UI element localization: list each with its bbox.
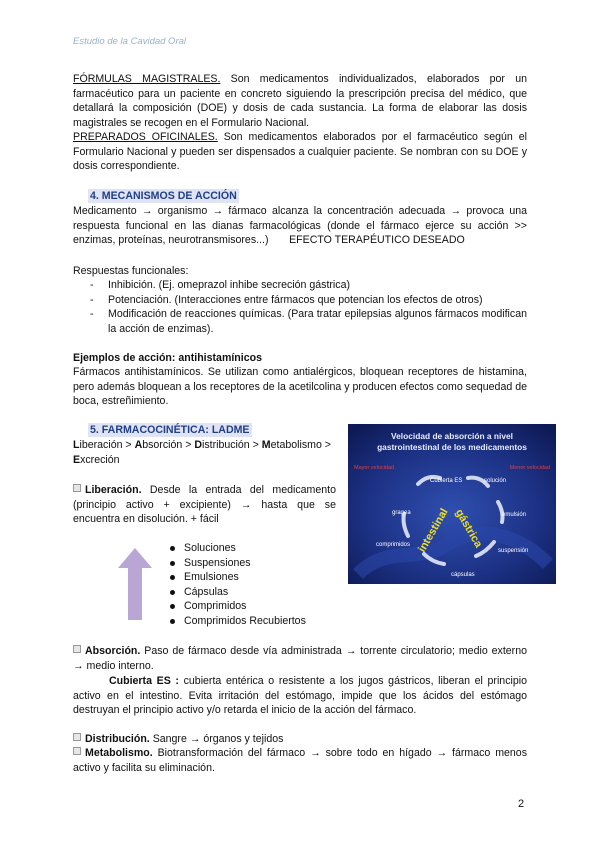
metabolismo-term: Metabolismo. (85, 747, 153, 759)
desired-effect: EFECTO TERAPÉUTICO DESEADO (289, 234, 465, 247)
cubierta-paragraph (73, 674, 527, 718)
cubierta-term: Cubierta ES : (109, 675, 179, 687)
absorption-speed-figure (348, 424, 556, 584)
section-5-heading: 5. FARMACOCINÉTICA: LADME (90, 424, 250, 436)
formulas-term: FÓRMULAS MAGISTRALES. (73, 73, 221, 85)
example-title: Ejemplos de acción: antihistamínicos (73, 352, 262, 364)
figure-label: gragea (392, 510, 411, 516)
section-4-heading: 4. MECANISMOS DE ACCIÓN (90, 190, 237, 202)
figure-title-2: gastrointestinal de los medicamentos (377, 442, 527, 452)
running-header: Estudio de la Cavidad Oral (73, 36, 187, 47)
distribucion-paragraph (73, 732, 527, 747)
figure-right-tag: Menor velocidad (509, 465, 550, 471)
formulas-paragraph (73, 72, 527, 130)
figure-label: comprimidos (376, 542, 411, 548)
cubierta-text: cubierta entérica o resistente a los jugos gástricos, liberan el principio activo en el intestino. Evita irritación del estómago, impide que los ácidos del estómago destruyan el principio activo y/o retarda el inicio de la acción del fármaco. (73, 675, 527, 717)
list-item: Emulsiones (168, 570, 306, 585)
preparados-text: Son medicamentos elaborados por el farmacéutico según el Formulario Nacional y pueden ser dispensados a cualquier paciente. Se nombran con su DOE y dosis correspondiente. (73, 131, 527, 173)
ladme-line: Liberación > Absorción > Distribución > Metabolismo > Excreción (73, 439, 331, 466)
liberacion-term: Liberación. (85, 484, 142, 496)
list-item: - Potenciación. (Interacciones entre fármacos que potencian los efectos de otros) (90, 293, 527, 308)
page-number: 2 (518, 798, 525, 810)
responses-list (90, 278, 527, 336)
list-item: Suspensiones (168, 556, 306, 571)
list-item: - Inhibición. (Ej. omeprazol inhibe secreción gástrica) (90, 278, 527, 293)
absorcion-text: Paso de fármaco desde vía administrada → torrente circulatorio; medio externo → medio interno. (73, 645, 527, 672)
bullet-square-icon (73, 733, 81, 741)
figure-center-word-2: gástrica (452, 507, 485, 550)
formulas-text: Son medicamentos individualizados, elaborados por un farmacéutico para un paciente en concreto siguiendo la prescripción precisa del médico, que detallará la composición (DOE) y dosis de cada sustancia. La forma de elaborar las dosis magistrales se recogen en el Formulario Nacional. (73, 73, 527, 129)
absorcion-term: Absorción. (85, 645, 141, 657)
list-item: Comprimidos (168, 599, 306, 614)
metabolismo-paragraph (73, 746, 527, 775)
up-arrow-icon (118, 548, 152, 620)
list-item: Cápsulas (168, 585, 306, 600)
bullet-square-icon (73, 484, 81, 492)
list-item: Soluciones (168, 541, 306, 556)
dosage-forms-list (168, 541, 306, 629)
section-4-intro (73, 204, 527, 248)
figure-label: cápsulas (451, 572, 475, 578)
bullet-square-icon (73, 747, 81, 755)
list-item: - Modificación de reacciones químicas. (Para tratar epilepsias algunos fármacos modifican la acción de enzimas). (90, 307, 527, 336)
figure-label: suspensión (498, 548, 529, 554)
responses-title: Respuestas funcionales: (73, 265, 189, 277)
distribucion-text: Sangre → órganos y tejidos (149, 733, 284, 745)
figure-label: Cubierta ES (430, 478, 463, 484)
list-item: Comprimidos Recubiertos (168, 614, 306, 629)
metabolismo-text: Biotransformación del fármaco → sobre todo en hígado → fármaco menos activo y facilita su eliminación. (73, 747, 527, 774)
example-text: Fármacos antihistamínicos. Se utilizan como antialérgicos, bloquean receptores de histamina, pero además bloquean a los receptores de la acetilcolina y producen efectos como sequedad de boca, estreñimiento. (73, 366, 527, 408)
preparados-paragraph (73, 130, 527, 174)
distribucion-term: Distribución. (85, 733, 150, 745)
figure-label: solución (484, 478, 507, 484)
absorcion-paragraph (73, 644, 527, 673)
liberacion-text: Desde la entrada del medicamento (principio activo + excipiente) → hasta que se encuentra en disolución. + fácil (73, 484, 336, 526)
figure-left-tag: Mayor velocidad (354, 465, 395, 471)
preparados-term: PREPARADOS OFICINALES. (73, 131, 218, 143)
liberacion-paragraph (73, 483, 336, 527)
figure-label: emulsión (502, 512, 527, 518)
figure-center-word-1: intestinal (416, 506, 451, 555)
figure-title-1: Velocidad de absorción a nivel (391, 431, 513, 441)
mechanism-text: Medicamento → organismo → fármaco alcanza la concentración adecuada → provoca una respuesta funcional en las dianas farmacológicas (donde el fármaco ejerce su acción >> enzimas, proteínas, neurotransmisores...) (73, 205, 527, 247)
bullet-square-icon (73, 645, 81, 653)
